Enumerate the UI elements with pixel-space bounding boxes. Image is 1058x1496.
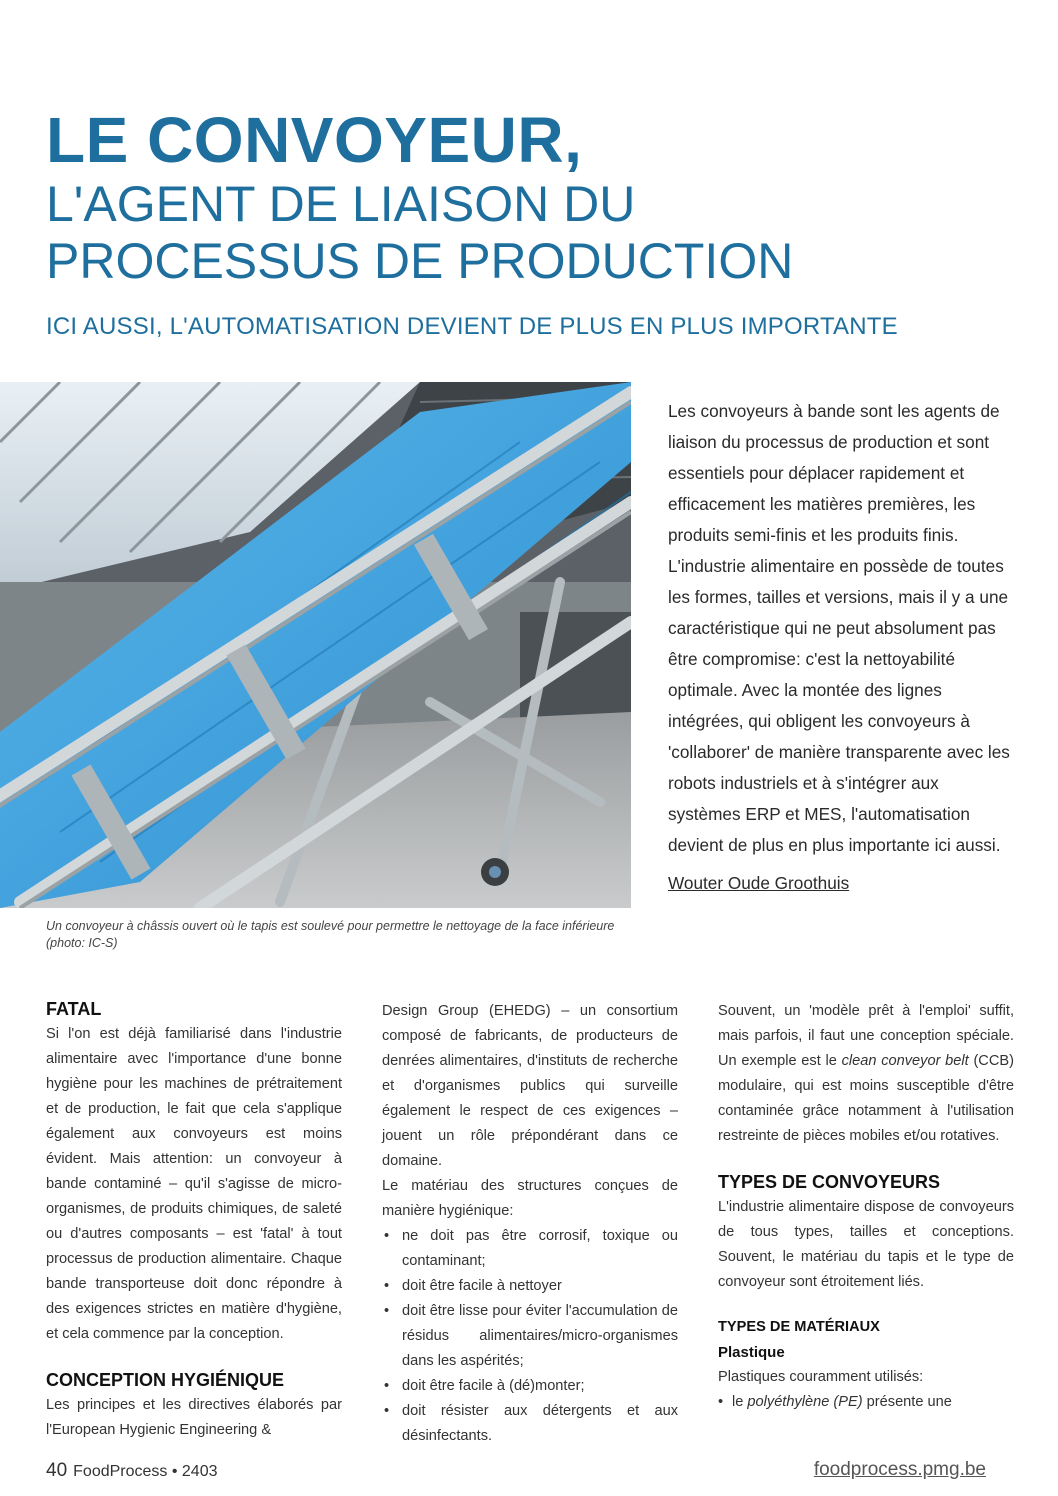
article-subtitle: ICI AUSSI, L'AUTOMATISATION DEVIENT DE PLUS EN PLUS IMPORTANTE: [46, 313, 898, 340]
list-item: [718, 1390, 1014, 1415]
footer-page-info: [46, 1460, 218, 1482]
heading-fatal: FATAL: [46, 999, 102, 1019]
paragraph-fatal: Si l'on est déjà familiarisé dans l'industrie alimentaire avec l'importance d'une bonne hygiène pour les machines de prétraitement et de production, le fait que cela s'applique également aux convoyeurs est moins évident. Mais attention: un convoyeur à bande contaminé – qu'il s'agisse de micro-organismes, de produits chimiques, de saleté ou d'autres composants – est 'fatal' à tout processus de production alimentaire. Chaque bande transporteuse doit donc répondre à des exigences strictes en matière d'hygiène, et cela commence par la conception.: [46, 1026, 342, 1342]
list-item: • doit être lisse pour éviter l'accumulation de résidus alimentaires/micro-organismes dans les aspérités;: [382, 1299, 678, 1374]
intro-paragraph: Les convoyeurs à bande sont les agents de liaison du processus de production et sont essentiels pour déplacer rapidement et efficacement les matières premières, les produits semi-finis et les produits finis. L'industrie alimentaire en possède de toutes les formes, tailles et versions, mais il y a une caractéristique qui ne peut absolument pas être compromise: c'est la nettoyabilité optimale. Avec la montée des lignes intégrées, qui obligent les convoyeurs à 'collaborer' de manière transparente avec les robots industriels et à s'intégrer aux systèmes ERP et MES, l'automatisation devient de plus en plus importante ici aussi.: [668, 401, 1010, 855]
heading-types-materiaux: TYPES DE MATÉRIAUX: [718, 1319, 880, 1335]
column-3: [718, 999, 1014, 1415]
magazine-issue: FoodProcess • 2403: [73, 1463, 218, 1480]
title-line-2: L'AGENT DE LIAISON DU: [46, 176, 636, 232]
article-title: LE CONVOYEUR,: [46, 104, 583, 176]
column-1: [46, 996, 342, 1443]
paragraph-plastiques: Plastiques couramment utilisés:: [718, 1369, 924, 1385]
bullet-text-1b: présente une: [862, 1394, 952, 1410]
title-line-3: PROCESSUS DE PRODUCTION: [46, 233, 794, 289]
photo-caption: Un convoyeur à châssis ouvert où le tapis est soulevé pour permettre le nettoyage de la face inférieure (photo: IC-S): [46, 919, 615, 950]
list-item: • doit résister aux détergents et aux désinfectants.: [382, 1399, 678, 1449]
paragraph-types: L'industrie alimentaire dispose de convoyeurs de tous types, tailles et conceptions. Souvent, le matériau du tapis et le type de convoyeur sont étroitement liés.: [718, 1199, 1014, 1290]
pe-term: polyéthylène (PE): [747, 1394, 863, 1410]
article-title-continued: [46, 176, 793, 290]
website-link[interactable]: foodprocess.pmg.be: [813, 1459, 986, 1480]
list-item: • ne doit pas être corrosif, toxique ou contaminant;: [382, 1224, 678, 1274]
conveyor-illustration: [0, 382, 631, 908]
ccb-term: clean conveyor belt: [841, 1053, 969, 1069]
paragraph-materiau: Le matériau des structures conçues de manière hygiénique:: [382, 1178, 678, 1219]
paragraph-ehedg: Design Group (EHEDG) – un consortium composé de fabricants, de producteurs de denrées alimentaires, d'instituts de recherche et d'organismes publics qui surveille également le respect de ces exigences – jouent un rôle prépondérant dans ce domaine.: [382, 1003, 678, 1169]
conveyor-photo: [0, 382, 631, 908]
ccb-text-2: (CCB) modulaire, qui est moins susceptible d'être contaminée grâce notamment à l'utilisation restreinte de pièces mobiles et/ou rotatives.: [718, 1053, 1014, 1144]
paragraph-conception: Les principes et les directives élaborés par l'European Hygienic Engineering &: [46, 1397, 342, 1438]
requirements-list: [382, 1224, 678, 1449]
author-link[interactable]: Wouter Oude Groothuis: [668, 873, 850, 893]
plastics-list: [718, 1390, 1014, 1415]
list-item: • doit être facile à nettoyer: [382, 1274, 678, 1299]
column-2: [382, 999, 678, 1449]
heading-plastique: Plastique: [718, 1344, 785, 1361]
bullet-text-1a: le: [732, 1394, 748, 1410]
ccb-text-1: Souvent, un 'modèle prêt à l'emploi' suffit, mais parfois, il faut une conception spéciale. Un exemple est le: [718, 1003, 1014, 1069]
list-item: • doit être facile à (dé)monter;: [382, 1374, 678, 1399]
paragraph-ccb: [718, 999, 1014, 1149]
page-number: 40: [46, 1460, 68, 1481]
heading-conception: CONCEPTION HYGIÉNIQUE: [46, 1370, 285, 1390]
heading-types-convoyeurs: TYPES DE CONVOYEURS: [718, 1172, 941, 1192]
